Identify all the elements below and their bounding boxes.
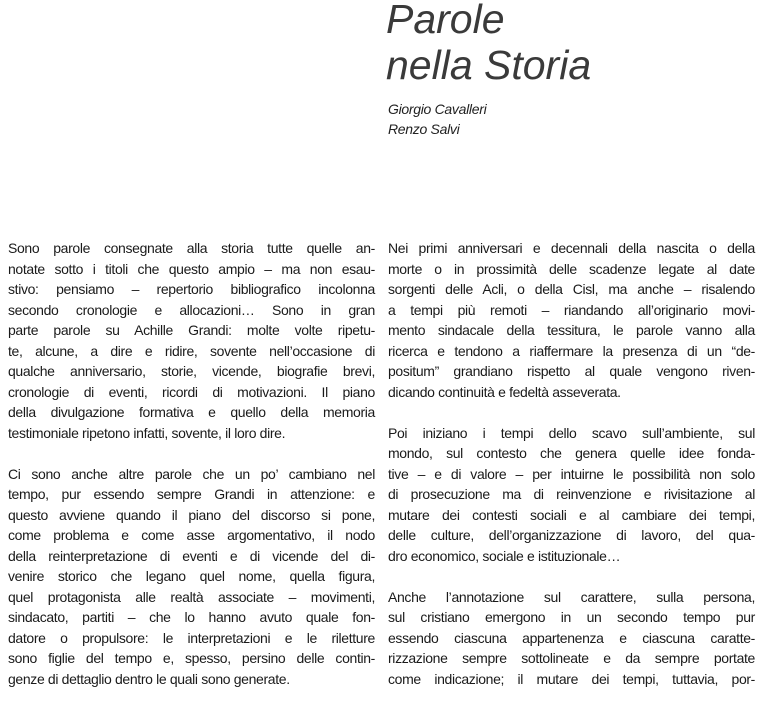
text-line: notate sotto i titoli che questo ampio – ma non esau- [8,260,375,277]
text-line: di prosecuzione ma di reinvenzione e rivisitazione al [388,486,755,502]
text-line: qualche anniversario, storie, vicende, biografie brevi, [8,363,375,379]
text-line: Poi iniziano i tempi dello scavo sull’ambiente, sul [388,424,755,441]
text-line: morte o in prossimità delle scadenze legate al date [388,260,755,277]
text-line: cronologie di eventi, ricordi di motivazioni. Il piano [8,383,375,400]
text-line: come indicazione; il mutare dei tempi, tuttavia, por- [388,670,755,687]
text-column-right [388,238,755,710]
text-line: essendo ciascuna appartenenza e ciascuna caratte- [388,629,755,646]
paragraph [388,238,755,402]
text-line: stivo: pensiamo – repertorio bibliografico incolonna [8,281,375,297]
text-line: tempo, pur essendo sempre Grandi in attenzione: e [8,486,375,502]
text-line: Sono parole consegnate alla storia tutte quelle an- [8,240,375,256]
paragraph [388,587,755,690]
text-line: Ci sono anche altre parole che un po’ cambiano nel [8,465,375,482]
text-line: parte parole su Achille Grandi: molte volte ripetu- [8,322,375,338]
text-line: rizzazione sempre sottolineate e da sempre portate [388,650,755,666]
text-line: della divulgazione formativa e quello della memoria [8,404,375,420]
text-line: sorgenti delle Acli, o della Cisl, ma anche – risalendo [388,281,755,297]
text-line: mento sindacale della tessitura, le parole vanno alla [388,322,755,338]
author-name: Giorgio Cavalleri [388,101,487,117]
text-line: datore o propulsore: le interpretazioni e le riletture [8,629,375,646]
text-line: sindacato, partiti – che lo hanno avuto quale fon- [8,609,375,625]
text-line: ricerca e tendono a riaffermare la presenza di un “de- [388,342,755,359]
text-line: della reinterpretazione di eventi e di vicende del di- [8,547,375,564]
author-name: Renzo Salvi [388,121,460,137]
text-line: come problema e come asse argomentativo, il nodo [8,527,375,543]
page-title-line-1: Parole [386,0,505,42]
text-line: tive – e di valore – per intuirne le possibilità non solo [388,465,755,482]
paragraph [8,464,375,690]
text-line: delle culture, dell’organizzazione di lavoro, del qua- [388,527,755,543]
text-line: te, alcune, a dire e ridire, sovente nell’occasione di [8,342,375,359]
page-title-line-2: nella Storia [386,42,592,88]
text-line: genze di dettaglio dentro le quali sono generate. [8,670,290,687]
text-line: mondo, sul contesto che genera quelle idee fonda- [388,445,755,461]
text-line: venire storico che legano quel nome, quella figura, [8,568,375,584]
text-line: dicando continuità e fedeltà asseverata. [388,383,621,400]
paragraph [388,423,755,567]
text-line: mutare dei contesti sociali e al cambiare dei tempi, [388,506,755,523]
text-line: Nei primi anniversari e decennali della nascita o della [388,240,755,256]
text-column-left [8,238,375,710]
text-line: quel protagonista alle realtà associate – movimenti, [8,588,375,605]
paragraph [8,238,375,443]
text-line: positum” grandiano rispetto al quale vengono riven- [388,363,755,379]
text-line: a tempi più remoti – riandando all’originario movi- [388,301,755,318]
text-line: sono figlie del tempo e, spesso, persino delle contin- [8,650,375,666]
text-line: testimoniale ripetono infatti, sovente, il loro dire. [8,424,286,441]
text-line: Anche l’annotazione sul carattere, sulla persona, [388,588,755,605]
text-line: questo avviene quando il piano del discorso si pone, [8,506,375,523]
text-line: sul cristiano emergono in un secondo tempo pur [388,609,755,625]
text-line: dro economico, sociale e istituzionale… [388,547,621,564]
text-line: secondo cronologie e allocazioni… Sono in gran [8,301,375,318]
